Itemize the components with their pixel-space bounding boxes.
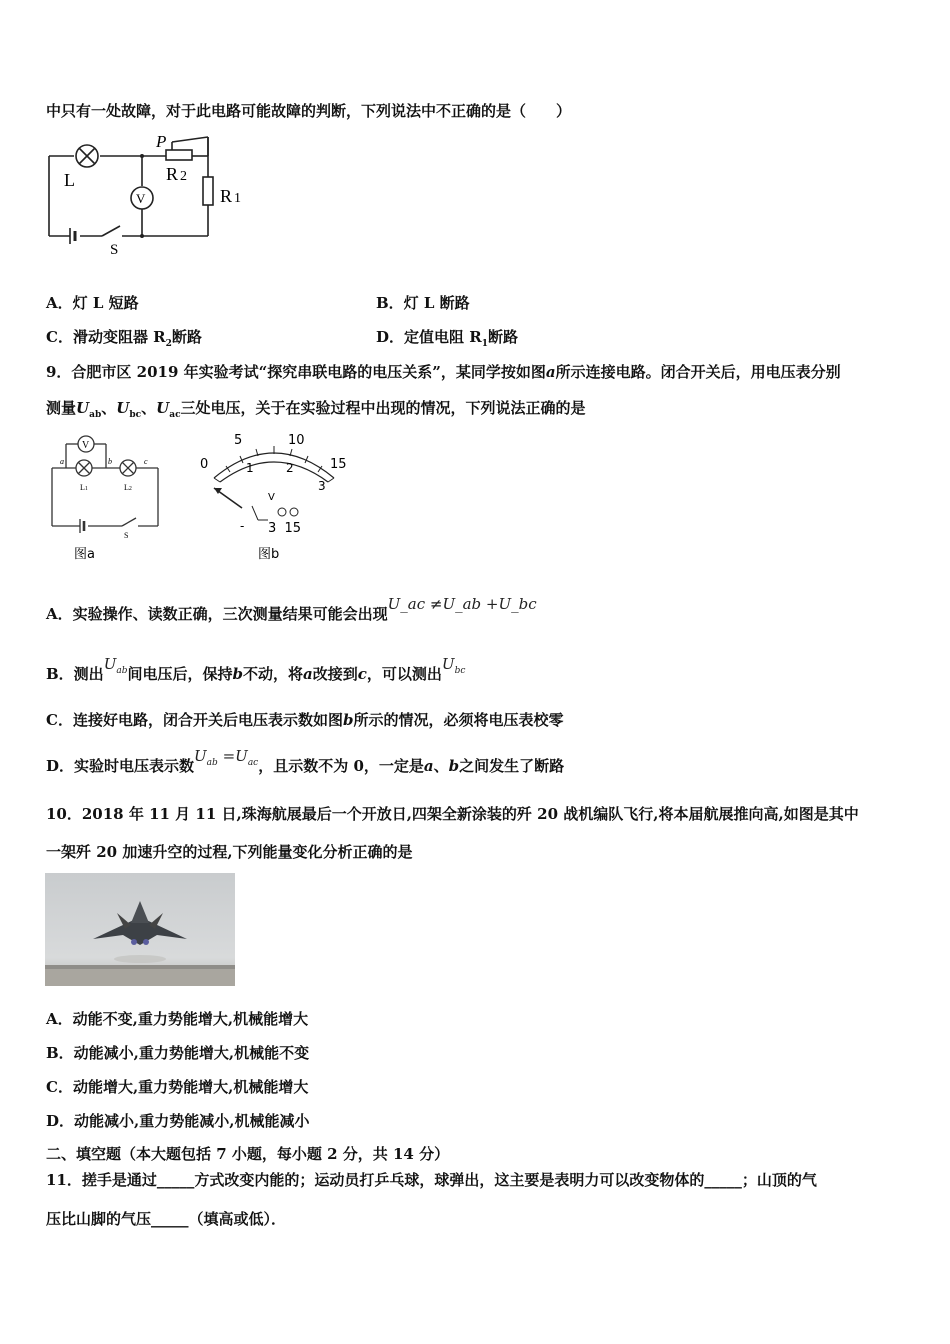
- q9b-caption: 图b: [258, 547, 280, 562]
- q8-stem: 中只有一处故障，对于此电路可能故障的判断，下列说法中不正确的是（ ）: [46, 102, 572, 120]
- q9b-tick-0: 0: [200, 457, 209, 472]
- q9b-tick-10: 10: [288, 433, 305, 448]
- q8-label-P: P: [156, 132, 167, 151]
- q9a-label-L2: L2: [124, 483, 132, 492]
- q8-option-c[interactable]: C．滑动变阻器 $R_2$断路: [46, 328, 202, 349]
- q9-option-c[interactable]: C．连接好电路，闭合开关后电压表示数如图b所示的情况，必须将电压表校零: [46, 711, 564, 729]
- q9-figure-a-circuit: [44, 430, 174, 566]
- q10-stem-line2: 一架歼 20 加速升空的过程,下列能量变化分析正确的是: [46, 843, 413, 861]
- q11-stem-line2: 压比山脚的气压_____（填高或低）．: [46, 1210, 287, 1228]
- q9b-tick-2: 2: [286, 461, 294, 475]
- q9-option-a-formula: U_ac ≠U_ab +U_bc: [387, 595, 537, 613]
- q9a-label-c: c: [144, 457, 148, 466]
- q10-option-a[interactable]: A．动能不变,重力势能增大,机械能增大: [46, 1010, 309, 1028]
- q8-label-R1: R 1: [220, 186, 242, 206]
- q8-circuit-diagram: [44, 132, 254, 260]
- q8-option-b[interactable]: B．灯 L 断路: [376, 294, 470, 312]
- q9-stem-line2: 测量$U_{ab}$、$U_{bc}$、$U_{ac}$三处电压，关于在实验过程中出现的情况，下列说法正确的是: [46, 399, 586, 420]
- q9b-minus: -: [240, 519, 245, 533]
- q9b-tick-5: 5: [234, 433, 243, 448]
- q8-label-R2: R 2: [166, 164, 188, 184]
- q9-option-d[interactable]: D．实验时电压表示数$U_{ab} =U_{ac}$，且示数不为 0，一定是a、b之间发生了断路: [46, 747, 565, 775]
- q9-option-a[interactable]: A．实验操作、读数正确，三次测量结果可能会出现U_ac ≠U_ab +U_bc: [46, 595, 537, 623]
- q10-jet-photo: [45, 873, 235, 986]
- q10-option-d[interactable]: D．动能减小,重力势能减小,机械能减小: [46, 1112, 310, 1130]
- q8-label-L: L: [64, 170, 75, 190]
- q9a-label-b: b: [108, 457, 112, 466]
- q9-figure-b-meter: [196, 428, 356, 568]
- q9a-label-L1: L1: [80, 483, 88, 492]
- q9-stem-line1: 9．合肥市区 2019 年实验考试“探究串联电路的电压关系”，某同学按如图a所示连接电路。闭合开关后，用电压表分别: [46, 363, 841, 381]
- q9b-tick-3: 3: [318, 479, 326, 493]
- q10-option-c[interactable]: C．动能增大,重力势能增大,机械能增大: [46, 1078, 309, 1096]
- q9a-label-S: S: [124, 531, 129, 540]
- q9a-label-V: V: [82, 440, 90, 451]
- q8-label-V: V: [136, 191, 146, 206]
- q11-stem-line1: 11．搓手是通过_____方式改变内能的；运动员打乒乓球，球弹出，这主要是表明力可以改变物体的_____；山顶的气: [46, 1171, 817, 1189]
- q8-option-a[interactable]: A．灯 L 短路: [46, 294, 139, 312]
- q8-label-S: S: [110, 242, 119, 258]
- q10-stem-line1: 10．2018 年 11 月 11 日,珠海航展最后一个开放日,四架全新涂装的歼 20 战机编队飞行,将本届航展推向高,如图是其中: [46, 805, 859, 823]
- q9b-terminals: 3 15: [268, 521, 302, 536]
- q9a-caption: 图a: [74, 547, 95, 562]
- q9a-label-a: a: [60, 457, 64, 466]
- q10-option-b[interactable]: B．动能减小,重力势能增大,机械能不变: [46, 1044, 310, 1062]
- section2-title: 二、填空题（本大题包括 7 小题，每小题 2 分，共 14 分）: [46, 1145, 450, 1163]
- q8-option-d[interactable]: D．定值电阻 $R_1$断路: [376, 328, 518, 349]
- q9b-tick-1: 1: [246, 461, 254, 475]
- q9-option-b[interactable]: B．测出$U_{ab}$间电压后，保持b不动，将a改接到c，可以测出$U_{bc}$: [46, 655, 466, 683]
- q9b-unit-V: V: [268, 492, 275, 503]
- q9b-tick-15: 15: [330, 457, 347, 472]
